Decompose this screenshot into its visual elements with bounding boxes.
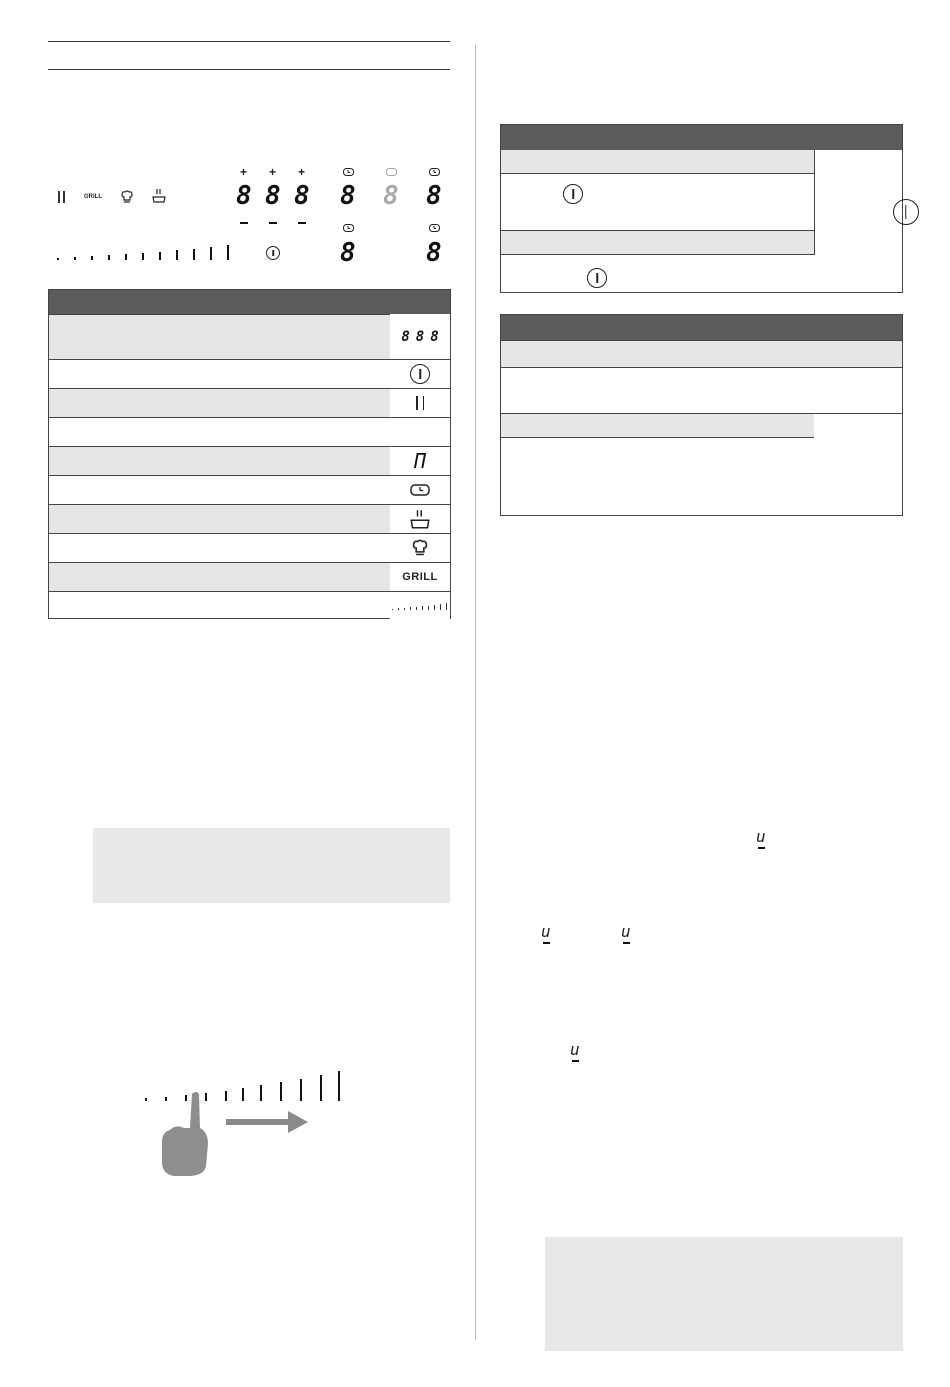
u-symbol-icon: u [621, 922, 631, 941]
pot-icon [151, 188, 167, 204]
digit-1: 8 [236, 181, 252, 211]
timer-display-icon: 8 8 8 [401, 329, 439, 345]
table-row [501, 150, 814, 174]
minus-mark-1 [240, 222, 248, 224]
digit-3: 8 [294, 181, 310, 211]
u-symbol-icon: u [541, 922, 551, 941]
status-table-2 [500, 314, 903, 516]
minus-mark-2 [269, 222, 277, 224]
zone-digit-5: 8 [426, 238, 442, 268]
table-header [49, 290, 450, 314]
top-rule [48, 41, 450, 42]
zone-clock-icon [343, 168, 354, 176]
grill-icon: GRILL [84, 194, 102, 200]
table-row [501, 367, 902, 413]
table-row [501, 340, 902, 367]
status-table-1 [500, 124, 903, 293]
zone-digit-4: 8 [340, 238, 356, 268]
note-box [545, 1237, 903, 1351]
u-symbol-icon: u [570, 1040, 580, 1059]
note-box [93, 828, 450, 903]
zone-clock-icon [429, 224, 440, 232]
clock-icon [390, 476, 450, 504]
pot-icon [390, 505, 450, 533]
power-icon [893, 199, 919, 225]
grill-icon: GRILL [402, 571, 438, 583]
power-icon [587, 268, 607, 288]
minus-mark-3 [298, 222, 306, 224]
zone-digit-3: 8 [426, 181, 442, 211]
table-row [501, 413, 814, 438]
table-row [501, 174, 814, 230]
u-symbol-icon: u [756, 827, 766, 846]
chef-hat-icon [120, 190, 134, 204]
arrow-right-icon [226, 1110, 310, 1134]
plus-label-3: + [298, 165, 306, 179]
heading-rule [48, 69, 450, 70]
pause-icon [58, 191, 66, 203]
boost-p-icon: Π [413, 449, 427, 473]
table-row [501, 230, 814, 255]
hand-icon [158, 1088, 213, 1180]
power-icon[interactable] [266, 246, 280, 260]
zone-clock-icon [429, 168, 440, 176]
pause-icon [390, 389, 450, 417]
power-icon [390, 360, 450, 388]
zone-digit-1: 8 [340, 181, 356, 211]
plus-label-2: + [269, 165, 277, 179]
column-divider [475, 45, 476, 1340]
zone-clock-icon [386, 168, 397, 176]
control-panel-diagram [0, 0, 950, 268]
function-table [48, 289, 451, 619]
zone-digit-2-dim: 8 [383, 181, 399, 211]
chef-hat-icon [390, 534, 450, 562]
digit-2: 8 [265, 181, 281, 211]
power-icon [563, 184, 583, 204]
zone-clock-icon [343, 224, 354, 232]
slider-icon [390, 592, 450, 619]
plus-label-1: + [240, 165, 248, 179]
